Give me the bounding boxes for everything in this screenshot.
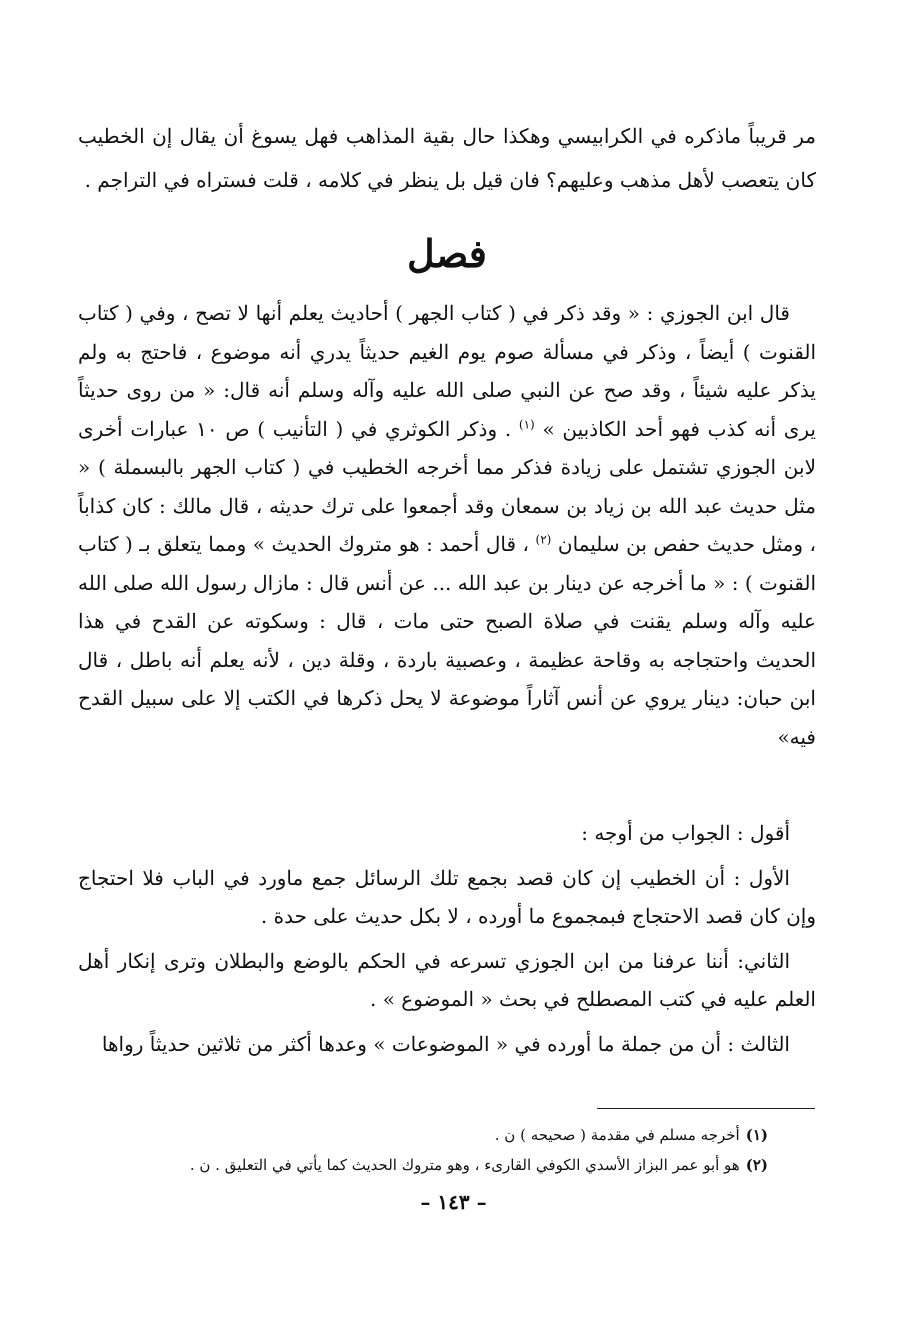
answer-second: الثاني: أننا عرفنا من ابن الجوزي تسرعه في الحكم بالوضع والبطلان وترى إنكار أهل العلم عليه في كتب المصطلح في بحث « الموضوع » . [78, 948, 816, 1011]
footnote-1-text: أخرجه مسلم في مقدمة ( صحيحه ) ن . [494, 1126, 740, 1144]
quote-part-1: قال ابن الجوزي : « وقد ذكر في ( كتاب الجهر ) أحاديث يعلم أنها لا تصح ، وفي ( كتاب القنوت ) أيضاً ، وذكر في مسألة صوم يوم الغيم حديثاً يدري أنه موضوع ، فاحتج به ولم يذكر عليه شيئاً ، وقد صح عن النبي صلى الله عليه وآله وسلم أنه قال: « من روى حديثاً يرى أنه كذب فهو أحد الكاذبين » [78, 301, 816, 441]
footnotes [78, 1120, 768, 1180]
footnote-1 [78, 1120, 768, 1150]
footnote-2-number: (٢) [745, 1156, 768, 1174]
paragraph-ibn-aljawzi-quote [78, 294, 816, 756]
intro-line-1: مر قريباً ماذكره في الكرابيسي وهكذا حال بقية المذاهب فهل يسوغ أن يقال إن الخطيب [78, 124, 816, 148]
intro-paragraph [78, 114, 816, 202]
footnote-ref-1: (١) [518, 416, 535, 431]
answer-first: الأول : أن الخطيب إن كان قصد بجمع تلك الرسائل جمع ماورد في الباب فلا احتجاج وإن كان قصد الاحتجاج فبمجموع ما أورده ، لا بكل حديث على حدة . [78, 865, 816, 928]
main-text [78, 294, 816, 756]
footnote-divider [597, 1108, 815, 1109]
footnote-1-number: (١) [745, 1126, 768, 1144]
quote-part-2: . وذكر الكوثري في ( التأنيب ) ص ١٠ عبارات أخرى لابن الجوزي تشتمل على زيادة فذكر مما أخرجه الخطيب في ( كتاب الجهر بالبسملة ) « مثل حديث عبد الله بن زياد بن سمعان وقد أجمعوا على ترك حديثه ، قال مالك : كان كذاباً ، ومثل حديث حفص بن سليمان [78, 416, 817, 556]
section-heading: فصل [407, 231, 487, 276]
intro-line-2: كان يتعصب لأهل مذهب وعليهم؟ فان قيل بل ينظر في كلامه ، قلت فستراه في التراجم . [84, 168, 816, 192]
quote-part-3: ، قال أحمد : هو متروك الحديث » ومما يتعلق بـ ( كتاب القنوت ) : « ما أخرجه عن دينار بن عبد الله ... عن أنس قال : مازال رسول الله صلى الله عليه وآله وسلم يقنت في صلاة الصبح حتى مات ، قال : وسكوته عن القدح في هذا الحديث واحتجاجه به وقاحة عظيمة ، وعصبية باردة ، وقلة دين ، لأنه يعلم أنه باطل ، قال ابن حبان: دينار يروي عن أنس آثاراً موضوعة لا يحل ذكرها في الكتب إلا على سبيل القدح فيه» [78, 532, 816, 749]
answer-intro: أقول : الجواب من أوجه : [581, 821, 790, 845]
footnote-ref-2: (٢) [535, 532, 552, 547]
answer-third: الثالث : أن من جملة ما أورده في « الموضوعات » وعدها أكثر من ثلاثين حديثاً رواها [101, 1031, 790, 1056]
page-number: – ١٤٣ – [420, 1190, 487, 1214]
footnote-2 [78, 1150, 768, 1180]
answers-section [78, 814, 816, 1069]
footnote-2-text: هو أبو عمر البزاز الأسدي الكوفي القارىء ، وهو متروك الحديث كما يأتي في التعليق . ن . [189, 1156, 740, 1174]
